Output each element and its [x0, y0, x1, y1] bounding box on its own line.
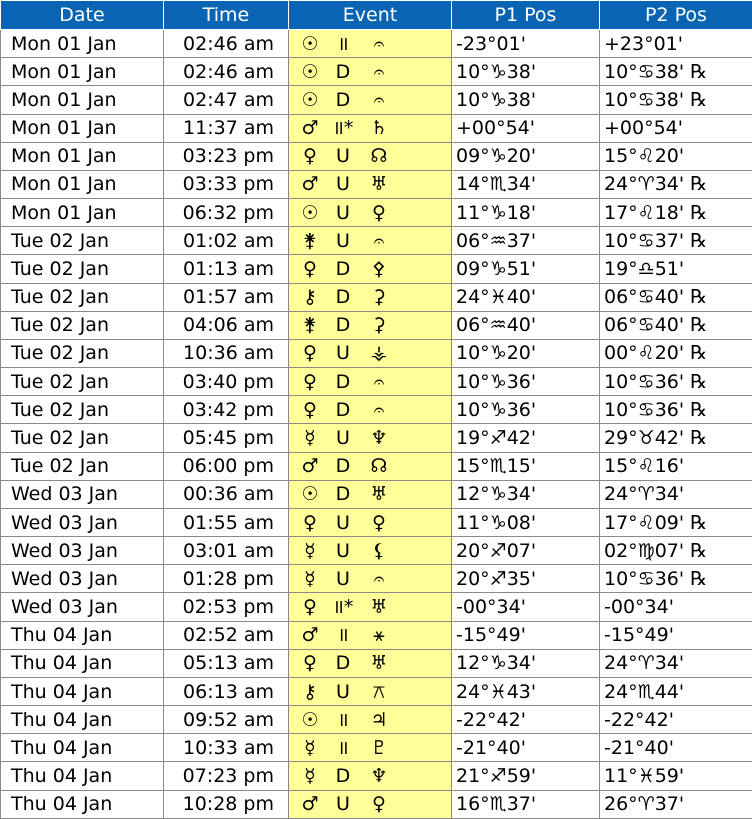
- cell-date: Thu 04 Jan: [1, 762, 164, 790]
- planet-1-icon: ♀: [303, 511, 317, 534]
- cell-date: Tue 02 Jan: [1, 368, 164, 396]
- cell-event: [289, 677, 452, 705]
- cell-event: [289, 649, 452, 677]
- cell-date: Wed 03 Jan: [1, 508, 164, 536]
- cell-p2-pos: 10°♋38' ℞: [600, 58, 752, 86]
- cell-time: 01:55 am: [164, 508, 289, 536]
- cell-p1-pos: 24°♓43': [452, 677, 600, 705]
- cell-time: 03:01 am: [164, 537, 289, 565]
- planet-2-icon: ⚻: [372, 680, 386, 703]
- cell-event: [289, 621, 452, 649]
- cell-p2-pos: -21°40': [600, 734, 752, 762]
- planet-2-icon: 𝄐: [373, 60, 385, 83]
- cell-date: Tue 02 Jan: [1, 396, 164, 424]
- cell-p1-pos: 12°♑34': [452, 480, 600, 508]
- cell-date: Wed 03 Jan: [1, 593, 164, 621]
- cell-p2-pos: 24°♈34': [600, 480, 752, 508]
- cell-event: [289, 170, 452, 198]
- cell-p1-pos: 24°♓40': [452, 283, 600, 311]
- cell-event: [289, 283, 452, 311]
- cell-date: Mon 01 Jan: [1, 199, 164, 227]
- planet-2-icon: ♀: [372, 201, 386, 224]
- cell-event: [289, 86, 452, 114]
- aspect-icon: U: [336, 229, 350, 252]
- cell-time: 10:33 am: [164, 734, 289, 762]
- planet-2-icon: ☊: [370, 145, 388, 168]
- planet-1-icon: ♂: [301, 173, 319, 196]
- cell-event: [289, 368, 452, 396]
- cell-time: 02:46 am: [164, 30, 289, 58]
- cell-p1-pos: 10°♑36': [452, 396, 600, 424]
- planet-2-icon: ♅: [370, 652, 388, 675]
- cell-p1-pos: 15°♏15': [452, 452, 600, 480]
- table-row[interactable]: [1, 311, 752, 339]
- planet-2-icon: ♃: [370, 708, 388, 731]
- cell-event: [289, 311, 452, 339]
- table-row[interactable]: [1, 368, 752, 396]
- aspect-icon: ॥*: [332, 117, 354, 140]
- planet-1-icon: ☿: [304, 567, 316, 590]
- cell-event: [289, 424, 452, 452]
- cell-event: [289, 762, 452, 790]
- column-header-event[interactable]: Event: [289, 1, 452, 30]
- cell-p1-pos: -22°42': [452, 706, 600, 734]
- table-row[interactable]: [1, 706, 752, 734]
- cell-time: 01:57 am: [164, 283, 289, 311]
- aspect-icon: U: [336, 539, 350, 562]
- planet-2-icon: 𝄐: [373, 88, 385, 111]
- cell-time: 11:37 am: [164, 114, 289, 142]
- aspect-icon: D: [335, 286, 351, 309]
- planet-2-icon: ⚸: [372, 539, 386, 562]
- aspect-icon: U: [336, 145, 350, 168]
- table-row[interactable]: [1, 255, 752, 283]
- cell-time: 10:28 pm: [164, 790, 289, 818]
- planet-1-icon: ☉: [301, 201, 319, 224]
- table-row[interactable]: [1, 593, 752, 621]
- planet-1-icon: ⚵: [303, 229, 317, 252]
- planet-1-icon: ☿: [304, 539, 316, 562]
- planet-1-icon: ♂: [301, 793, 319, 816]
- cell-event: [289, 537, 452, 565]
- planet-1-icon: ♀: [303, 398, 317, 421]
- cell-date: Wed 03 Jan: [1, 565, 164, 593]
- planet-1-icon: ♀: [303, 145, 317, 168]
- aspect-icon: D: [335, 88, 351, 111]
- table-row[interactable]: [1, 762, 752, 790]
- planet-1-icon: ☿: [304, 736, 316, 759]
- cell-date: Thu 04 Jan: [1, 621, 164, 649]
- planet-2-icon: 𝄐: [373, 370, 385, 393]
- cell-event: [289, 396, 452, 424]
- planet-2-icon: 𝄐: [373, 567, 385, 590]
- cell-p2-pos: 24°♈34' ℞: [600, 170, 752, 198]
- header-row: [1, 1, 752, 30]
- table-row[interactable]: [1, 649, 752, 677]
- table-row[interactable]: [1, 142, 752, 170]
- cell-event: [289, 734, 452, 762]
- table-row[interactable]: [1, 424, 752, 452]
- cell-date: Tue 02 Jan: [1, 339, 164, 367]
- cell-p1-pos: -15°49': [452, 621, 600, 649]
- planet-2-icon: ♅: [370, 173, 388, 196]
- table-row[interactable]: [1, 30, 752, 58]
- cell-event: [289, 565, 452, 593]
- cell-date: Mon 01 Jan: [1, 142, 164, 170]
- cell-p2-pos: 06°♋40' ℞: [600, 311, 752, 339]
- cell-event: [289, 480, 452, 508]
- cell-event: [289, 452, 452, 480]
- cell-time: 10:36 am: [164, 339, 289, 367]
- planet-1-icon: ♂: [301, 624, 319, 647]
- aspect-icon: U: [336, 201, 350, 224]
- cell-event: [289, 227, 452, 255]
- table-row[interactable]: [1, 790, 752, 818]
- table-row[interactable]: [1, 339, 752, 367]
- cell-date: Thu 04 Jan: [1, 790, 164, 818]
- cell-time: 03:23 pm: [164, 142, 289, 170]
- aspect-icon: D: [335, 765, 351, 788]
- cell-date: Thu 04 Jan: [1, 677, 164, 705]
- column-header-date[interactable]: Date: [1, 1, 164, 30]
- cell-time: 02:52 am: [164, 621, 289, 649]
- cell-event: [289, 114, 452, 142]
- cell-p2-pos: 10°♋36' ℞: [600, 565, 752, 593]
- cell-p2-pos: -22°42': [600, 706, 752, 734]
- cell-time: 01:28 pm: [164, 565, 289, 593]
- planet-2-icon: ♆: [370, 426, 388, 449]
- cell-p1-pos: 09°♑51': [452, 255, 600, 283]
- planet-1-icon: ⚷: [303, 286, 317, 309]
- cell-event: [289, 58, 452, 86]
- aspect-icon: ॥*: [332, 596, 354, 619]
- aspect-icon: U: [336, 680, 350, 703]
- cell-p1-pos: 21°♐59': [452, 762, 600, 790]
- planet-2-icon: 𝄐: [373, 229, 385, 252]
- planet-1-icon: ♂: [301, 455, 319, 478]
- cell-p1-pos: 20°♐07': [452, 537, 600, 565]
- cell-p1-pos: +00°54': [452, 114, 600, 142]
- cell-time: 06:13 am: [164, 677, 289, 705]
- cell-p1-pos: 11°♑08': [452, 508, 600, 536]
- planet-1-icon: ♀: [303, 257, 317, 280]
- cell-p1-pos: 10°♑20': [452, 339, 600, 367]
- cell-time: 05:45 pm: [164, 424, 289, 452]
- cell-date: Mon 01 Jan: [1, 58, 164, 86]
- planet-2-icon: ⚴: [372, 257, 386, 280]
- column-header-p2-pos[interactable]: P2 Pos: [600, 1, 752, 30]
- table-row[interactable]: [1, 396, 752, 424]
- cell-p1-pos: 09°♑20': [452, 142, 600, 170]
- planet-2-icon: ♆: [370, 765, 388, 788]
- aspect-icon: D: [335, 257, 351, 280]
- table-row[interactable]: [1, 58, 752, 86]
- cell-date: Mon 01 Jan: [1, 114, 164, 142]
- planet-1-icon: ♀: [303, 370, 317, 393]
- cell-date: Thu 04 Jan: [1, 706, 164, 734]
- aspect-icon: U: [336, 342, 350, 365]
- aspect-icon: U: [336, 567, 350, 590]
- cell-p2-pos: 15°♌20': [600, 142, 752, 170]
- cell-date: Tue 02 Jan: [1, 283, 164, 311]
- planet-1-icon: ☉: [301, 32, 319, 55]
- cell-event: [289, 790, 452, 818]
- cell-p1-pos: -23°01': [452, 30, 600, 58]
- aspect-icon: ॥: [337, 624, 349, 647]
- cell-p2-pos: +00°54': [600, 114, 752, 142]
- cell-p2-pos: 10°♋38' ℞: [600, 86, 752, 114]
- table-row[interactable]: [1, 114, 752, 142]
- cell-p2-pos: 10°♋37' ℞: [600, 227, 752, 255]
- cell-p1-pos: 10°♑36': [452, 368, 600, 396]
- cell-p1-pos: 11°♑18': [452, 199, 600, 227]
- table-row[interactable]: [1, 86, 752, 114]
- table-row[interactable]: [1, 677, 752, 705]
- planet-2-icon: ☊: [370, 455, 388, 478]
- cell-date: Tue 02 Jan: [1, 452, 164, 480]
- cell-time: 04:06 am: [164, 311, 289, 339]
- cell-time: 01:02 am: [164, 227, 289, 255]
- aspect-icon: ॥: [337, 708, 349, 731]
- cell-p2-pos: 02°♍07' ℞: [600, 537, 752, 565]
- cell-p1-pos: -00°34': [452, 593, 600, 621]
- cell-time: 09:52 am: [164, 706, 289, 734]
- cell-p1-pos: 10°♑38': [452, 58, 600, 86]
- cell-event: [289, 199, 452, 227]
- planet-2-icon: ♀: [372, 793, 386, 816]
- cell-event: [289, 142, 452, 170]
- cell-time: 01:13 am: [164, 255, 289, 283]
- cell-event: [289, 255, 452, 283]
- cell-time: 03:40 pm: [164, 368, 289, 396]
- cell-p1-pos: 14°♏34': [452, 170, 600, 198]
- cell-time: 06:32 pm: [164, 199, 289, 227]
- aspect-icon: D: [335, 314, 351, 337]
- table-row[interactable]: [1, 199, 752, 227]
- cell-date: Mon 01 Jan: [1, 170, 164, 198]
- planet-1-icon: ☉: [301, 60, 319, 83]
- planet-1-icon: ☉: [301, 708, 319, 731]
- cell-p2-pos: 11°♓59': [600, 762, 752, 790]
- cell-event: [289, 339, 452, 367]
- cell-p2-pos: 26°♈37': [600, 790, 752, 818]
- planet-2-icon: ♇: [370, 736, 388, 759]
- aspect-icon: ॥: [337, 32, 349, 55]
- planet-1-icon: ☿: [304, 426, 316, 449]
- cell-date: Mon 01 Jan: [1, 86, 164, 114]
- table-row[interactable]: [1, 621, 752, 649]
- cell-time: 02:53 pm: [164, 593, 289, 621]
- planet-2-icon: ♀: [372, 511, 386, 534]
- cell-date: Mon 01 Jan: [1, 30, 164, 58]
- cell-time: 03:33 pm: [164, 170, 289, 198]
- aspect-icon: D: [335, 455, 351, 478]
- cell-date: Tue 02 Jan: [1, 424, 164, 452]
- cell-p1-pos: 12°♑34': [452, 649, 600, 677]
- cell-p2-pos: 00°♌20' ℞: [600, 339, 752, 367]
- planet-1-icon: ☉: [301, 88, 319, 111]
- cell-event: [289, 706, 452, 734]
- planet-2-icon: 𝄐: [373, 32, 385, 55]
- column-header-p1-pos[interactable]: P1 Pos: [452, 1, 600, 30]
- planet-2-icon: ⚶: [370, 342, 388, 365]
- cell-time: 02:46 am: [164, 58, 289, 86]
- table-row[interactable]: [1, 537, 752, 565]
- aspect-icon: U: [336, 793, 350, 816]
- cell-p2-pos: -15°49': [600, 621, 752, 649]
- planet-2-icon: ⚳: [372, 314, 386, 337]
- table-row[interactable]: [1, 734, 752, 762]
- planet-2-icon: ⚹: [373, 624, 385, 647]
- aspect-icon: D: [335, 483, 351, 506]
- cell-date: Tue 02 Jan: [1, 255, 164, 283]
- cell-p2-pos: 24°♏44': [600, 677, 752, 705]
- planet-2-icon: ♅: [370, 483, 388, 506]
- table-row[interactable]: [1, 452, 752, 480]
- aspect-icon: D: [335, 370, 351, 393]
- cell-p1-pos: 06°♒37': [452, 227, 600, 255]
- cell-p2-pos: 29°♉42' ℞: [600, 424, 752, 452]
- aspect-icon: U: [336, 511, 350, 534]
- planet-2-icon: ⚳: [372, 286, 386, 309]
- cell-p2-pos: 17°♌09' ℞: [600, 508, 752, 536]
- cell-date: Tue 02 Jan: [1, 227, 164, 255]
- cell-date: Wed 03 Jan: [1, 480, 164, 508]
- cell-event: [289, 508, 452, 536]
- cell-time: 00:36 am: [164, 480, 289, 508]
- cell-time: 07:23 pm: [164, 762, 289, 790]
- planet-1-icon: ⚷: [303, 680, 317, 703]
- cell-p2-pos: 17°♌18' ℞: [600, 199, 752, 227]
- cell-p1-pos: 06°♒40': [452, 311, 600, 339]
- aspect-icon: U: [336, 173, 350, 196]
- cell-p1-pos: 20°♐35': [452, 565, 600, 593]
- table-row[interactable]: [1, 170, 752, 198]
- table-row[interactable]: [1, 565, 752, 593]
- cell-p2-pos: 15°♌16': [600, 452, 752, 480]
- cell-time: 05:13 am: [164, 649, 289, 677]
- planet-1-icon: ☉: [301, 483, 319, 506]
- cell-time: 03:42 pm: [164, 396, 289, 424]
- cell-p1-pos: 19°♐42': [452, 424, 600, 452]
- cell-p2-pos: 06°♋40' ℞: [600, 283, 752, 311]
- planet-2-icon: ♄: [370, 117, 388, 140]
- table-row[interactable]: [1, 508, 752, 536]
- aspect-icon: D: [335, 60, 351, 83]
- cell-p2-pos: +23°01': [600, 30, 752, 58]
- cell-date: Thu 04 Jan: [1, 649, 164, 677]
- cell-p2-pos: 10°♋36' ℞: [600, 396, 752, 424]
- cell-p2-pos: 10°♋36' ℞: [600, 368, 752, 396]
- planet-1-icon: ♀: [303, 342, 317, 365]
- planet-1-icon: ⚵: [303, 314, 317, 337]
- cell-p2-pos: 19°♎51': [600, 255, 752, 283]
- cell-date: Wed 03 Jan: [1, 537, 164, 565]
- table-row[interactable]: [1, 283, 752, 311]
- column-header-time[interactable]: Time: [164, 1, 289, 30]
- cell-event: [289, 593, 452, 621]
- cell-date: Thu 04 Jan: [1, 734, 164, 762]
- cell-p2-pos: -00°34': [600, 593, 752, 621]
- aspect-icon: U: [336, 426, 350, 449]
- cell-p1-pos: 16°♏37': [452, 790, 600, 818]
- planet-2-icon: 𝄐: [373, 398, 385, 421]
- aspect-icon: ॥: [337, 736, 349, 759]
- planet-1-icon: ☿: [304, 765, 316, 788]
- planet-2-icon: ♅: [370, 596, 388, 619]
- cell-p2-pos: 24°♈34': [600, 649, 752, 677]
- cell-time: 06:00 pm: [164, 452, 289, 480]
- planet-1-icon: ♂: [301, 117, 319, 140]
- table-row[interactable]: [1, 227, 752, 255]
- cell-date: Tue 02 Jan: [1, 311, 164, 339]
- table-row[interactable]: [1, 480, 752, 508]
- aspect-icon: D: [335, 652, 351, 675]
- cell-p1-pos: -21°40': [452, 734, 600, 762]
- aspect-icon: D: [335, 398, 351, 421]
- planet-1-icon: ♀: [303, 652, 317, 675]
- cell-time: 02:47 am: [164, 86, 289, 114]
- planet-1-icon: ♀: [303, 596, 317, 619]
- cell-p1-pos: 10°♑38': [452, 86, 600, 114]
- cell-event: [289, 30, 452, 58]
